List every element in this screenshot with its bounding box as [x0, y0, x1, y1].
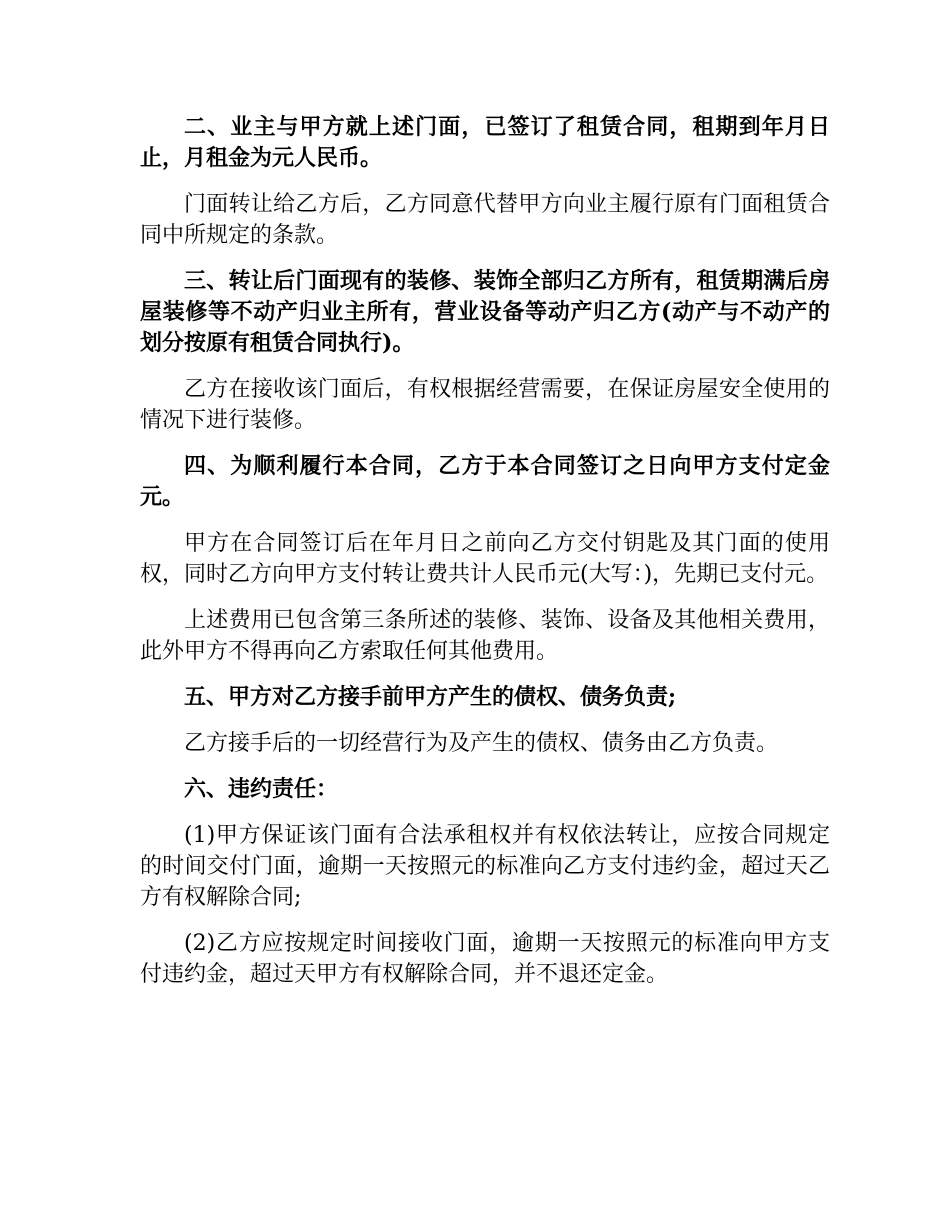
section-4-heading: 四、为顺利履行本合同，乙方于本合同签订之日向甲方支付定金元。	[140, 453, 830, 510]
section-3-body: 乙方在接收该门面后，有权根据经营需要，在保证房屋安全使用的情况下进行装修。	[140, 377, 830, 433]
section-3-heading: 三、转让后门面现有的装修、装饰全部归乙方所有，租赁期满后房屋装修等不动产归业主所有，营业设备等动产归乙方(动产与不动产的划分按原有租赁合同执行)。	[140, 268, 830, 356]
document-page	[140, 112, 830, 1005]
section-6-heading: 六、违约责任：	[184, 776, 339, 802]
section-4-body-payment: 甲方在合同签订后在年月日之前向乙方交付钥匙及其门面的使用权，同时乙方向甲方支付转让费共计人民币元(大写：)，先期已支付元。	[140, 531, 830, 587]
section-2-body: 门面转让给乙方后，乙方同意代替甲方向业主履行原有门面租赁合同中所规定的条款。	[140, 192, 830, 248]
section-4-body-fees: 上述费用已包含第三条所述的装修、装饰、设备及其他相关费用，此外甲方不得再向乙方索取任何其他费用。	[140, 608, 830, 664]
section-5-heading: 五、甲方对乙方接手前甲方产生的债权、债务负责;	[184, 684, 677, 710]
section-2-heading: 二、业主与甲方就上述门面，已签订了租赁合同，租期到年月日止，月租金为元人民币。	[140, 114, 830, 171]
section-5-body: 乙方接手后的一切经营行为及产生的债权、债务由乙方负责。	[184, 731, 779, 756]
section-6-clause-2: (2)乙方应按规定时间接收门面，逾期一天按照元的标准向甲方支付违约金，超过天甲方有权解除合同，并不退还定金。	[140, 931, 830, 987]
section-6-clause-1: (1)甲方保证该门面有合法承租权并有权依法转让，应按合同规定的时间交付门面，逾期一天按照元的标准向乙方支付违约金，超过天乙方有权解除合同;	[140, 823, 830, 910]
